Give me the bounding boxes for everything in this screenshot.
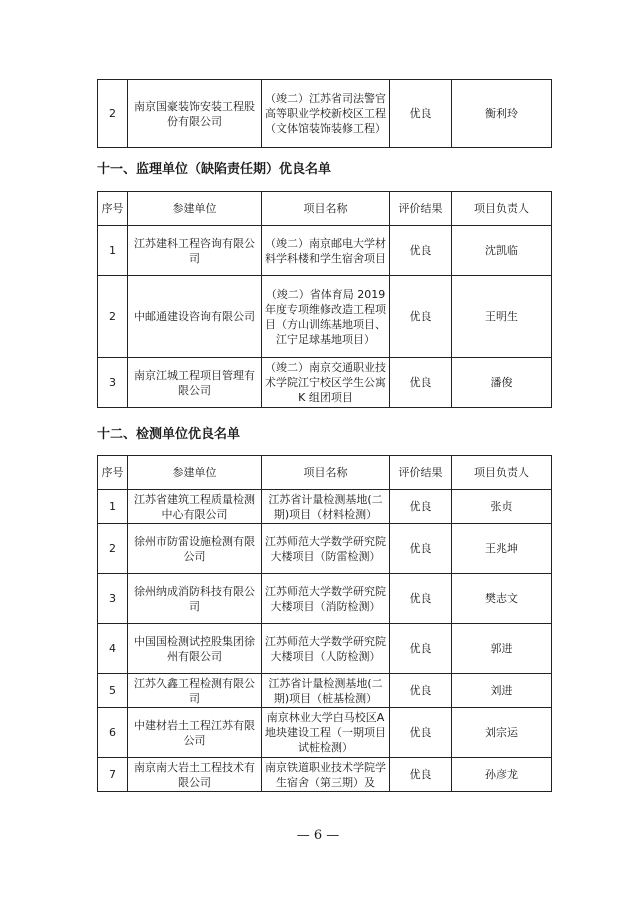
cell-lead: 刘宗运 (452, 708, 552, 758)
header-lead: 项目负责人 (452, 192, 552, 226)
section12-table (97, 455, 552, 792)
cell-project: 南京铁道职业技术学院学生宿舍（第三期）及 (262, 758, 390, 792)
cell-lead: 王明生 (452, 276, 552, 358)
cell-lead: 衡利玲 (452, 80, 552, 148)
header-unit: 参建单位 (128, 456, 262, 490)
table-row (98, 276, 552, 358)
cell-unit: 徐州纳成消防科技有限公司 (128, 574, 262, 624)
table-row (98, 226, 552, 276)
table-row (98, 758, 552, 792)
table-row (98, 708, 552, 758)
header-row (98, 456, 552, 490)
table-row (98, 524, 552, 574)
cell-lead: 孙彦龙 (452, 758, 552, 792)
cell-project: （竣二）省体育局 2019 年度专项维修改造工程项目（方山训练基地项目、江宁足球基地项目） (262, 276, 390, 358)
cell-unit: 中国国检测试控股集团徐州有限公司 (128, 624, 262, 674)
header-lead: 项目负责人 (452, 456, 552, 490)
cell-lead: 郭进 (452, 624, 552, 674)
header-project: 项目名称 (262, 192, 390, 226)
cell-result: 优良 (390, 490, 452, 524)
cell-project: 江苏师范大学数学研究院大楼项目（防雷检测） (262, 524, 390, 574)
table-row (98, 624, 552, 674)
cell-no: 7 (98, 758, 128, 792)
cell-result: 优良 (390, 708, 452, 758)
cell-result: 优良 (390, 524, 452, 574)
cell-unit: 中建材岩土工程江苏有限公司 (128, 708, 262, 758)
cell-project: 南京林业大学白马校区A 地块建设工程（一期项目试桩检测） (262, 708, 390, 758)
cell-project: 江苏师范大学数学研究院大楼项目（消防检测） (262, 574, 390, 624)
cell-no: 2 (98, 276, 128, 358)
table-row (98, 80, 552, 148)
cell-lead: 王兆坤 (452, 524, 552, 574)
cell-unit: 南京国豪装饰安装工程股份有限公司 (128, 80, 262, 148)
cell-unit: 中邮通建设咨询有限公司 (128, 276, 262, 358)
cell-lead: 潘俊 (452, 358, 552, 408)
cell-no: 3 (98, 358, 128, 408)
cell-no: 4 (98, 624, 128, 674)
cell-lead: 刘进 (452, 674, 552, 708)
cell-result: 优良 (390, 758, 452, 792)
cell-unit: 南京江城工程项目管理有限公司 (128, 358, 262, 408)
header-no: 序号 (98, 456, 128, 490)
cell-result: 优良 (390, 226, 452, 276)
cell-no: 2 (98, 80, 128, 148)
cell-lead: 张贞 (452, 490, 552, 524)
cell-project: （竣二）南京交通职业技术学院江宁校区学生公寓 K 组团项目 (262, 358, 390, 408)
table-row (98, 674, 552, 708)
cell-no: 3 (98, 574, 128, 624)
cell-project: 江苏省计量检测基地(二期)项目（材料检测） (262, 490, 390, 524)
cell-unit: 江苏久鑫工程检测有限公司 (128, 674, 262, 708)
cell-project: （竣二）江苏省司法警官高等职业学校新校区工程（文体馆装饰装修工程） (262, 80, 390, 148)
header-unit: 参建单位 (128, 192, 262, 226)
header-project: 项目名称 (262, 456, 390, 490)
top-table (97, 79, 552, 148)
cell-result: 优良 (390, 358, 452, 408)
cell-no: 1 (98, 490, 128, 524)
table-row (98, 358, 552, 408)
cell-result: 优良 (390, 624, 452, 674)
cell-result: 优良 (390, 574, 452, 624)
header-result: 评价结果 (390, 456, 452, 490)
page-number: — 6 — (296, 828, 340, 843)
cell-no: 2 (98, 524, 128, 574)
cell-project: （竣二）南京邮电大学材料学科楼和学生宿舍项目 (262, 226, 390, 276)
cell-unit: 江苏省建筑工程质量检测中心有限公司 (128, 490, 262, 524)
cell-result: 优良 (390, 276, 452, 358)
header-no: 序号 (98, 192, 128, 226)
cell-unit: 南京南大岩土工程技术有限公司 (128, 758, 262, 792)
cell-lead: 沈凯临 (452, 226, 552, 276)
cell-project: 江苏省计量检测基地(二期)项目（桩基检测） (262, 674, 390, 708)
cell-no: 1 (98, 226, 128, 276)
table-row (98, 574, 552, 624)
cell-unit: 徐州市防雷设施检测有限公司 (128, 524, 262, 574)
cell-no: 5 (98, 674, 128, 708)
section12-title: 十二、检测单位优良名单 (97, 427, 241, 442)
header-result: 评价结果 (390, 192, 452, 226)
header-row (98, 192, 552, 226)
cell-unit: 江苏建科工程咨询有限公司 (128, 226, 262, 276)
cell-result: 优良 (390, 674, 452, 708)
section11-table (97, 191, 552, 408)
cell-no: 6 (98, 708, 128, 758)
cell-result: 优良 (390, 80, 452, 148)
cell-project: 江苏师范大学数学研究院大楼项目（人防检测） (262, 624, 390, 674)
table-row (98, 490, 552, 524)
section11-title: 十一、监理单位（缺陷责任期）优良名单 (97, 162, 332, 177)
cell-lead: 樊志文 (452, 574, 552, 624)
